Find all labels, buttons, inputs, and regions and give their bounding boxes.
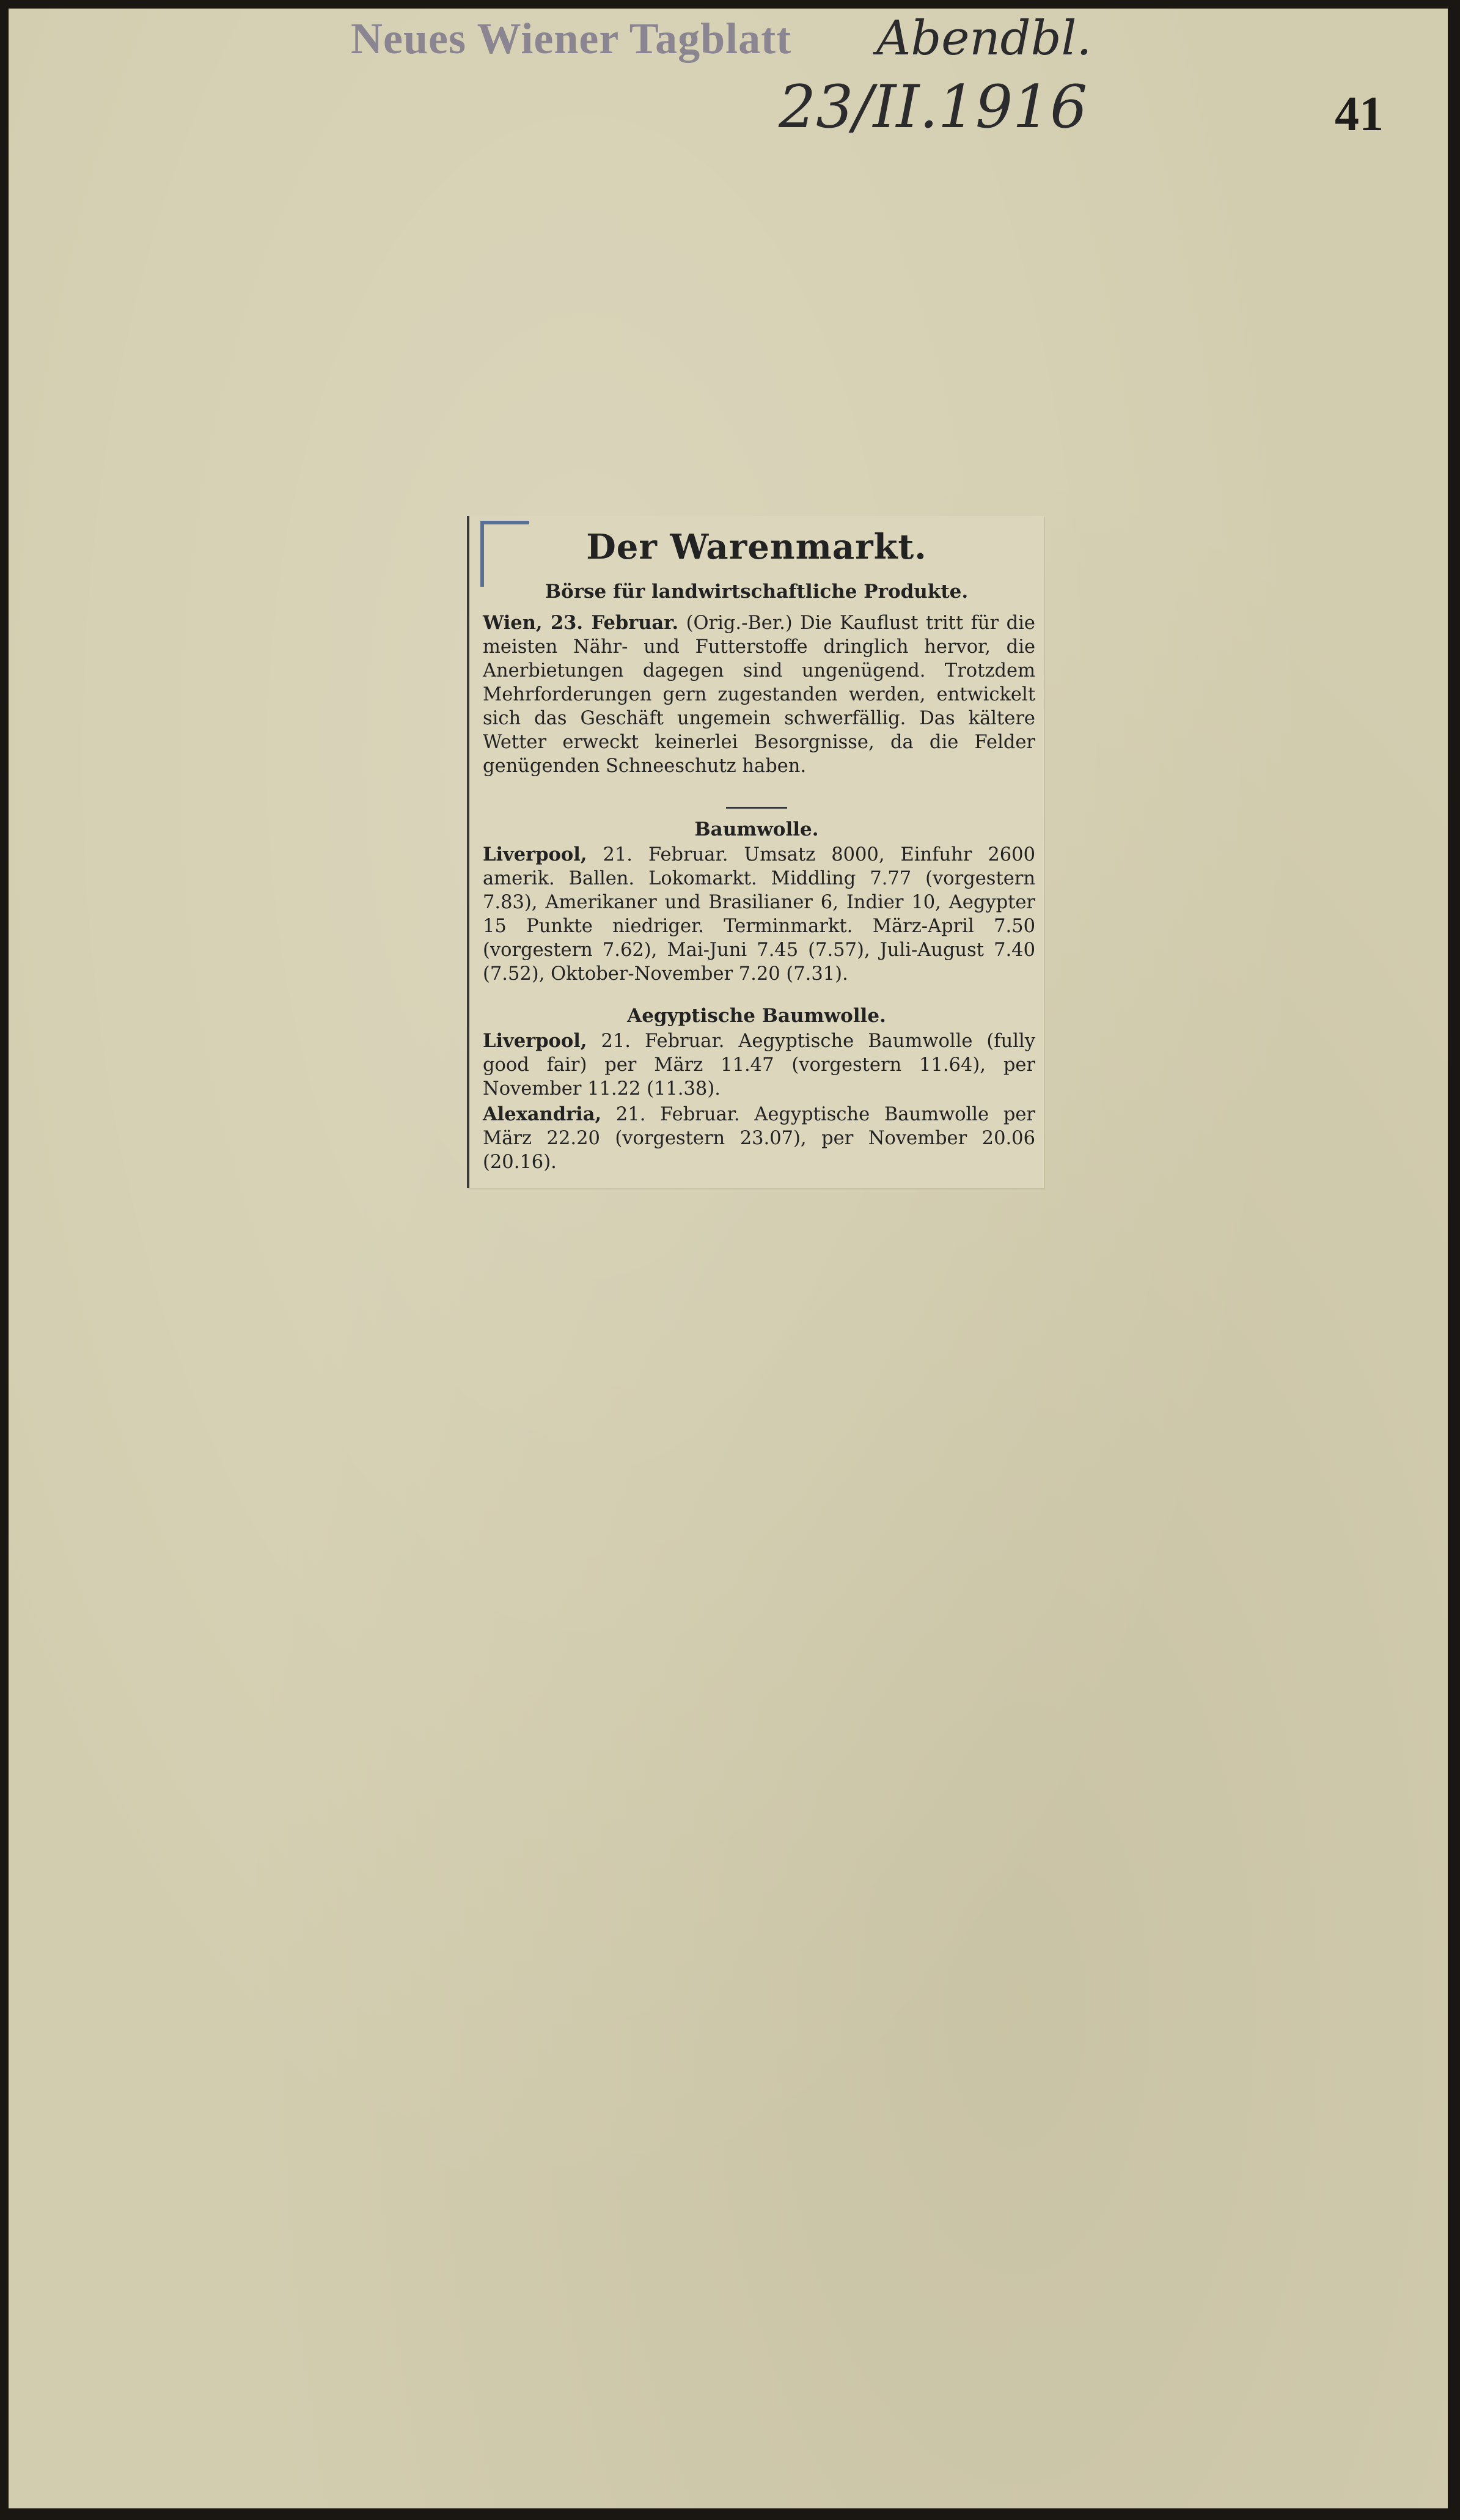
paragraph-liverpool-aegyptische	[483, 1029, 1035, 1101]
paragraph-lead: Alexandria,	[483, 1103, 602, 1125]
page-number: 41	[1335, 87, 1384, 141]
paragraph-lead: Liverpool,	[483, 843, 587, 865]
paragraph-body: 21. Februar. Aegyptische Baumwolle (fully good fair) per März 11.47 (vorgestern 11.64), per November 11.22 (11.38).	[483, 1030, 1035, 1100]
newspaper-clipping	[467, 516, 1044, 1188]
divider-rule	[726, 807, 787, 809]
paragraph-lead: Wien, 23. Februar.	[483, 612, 679, 634]
archive-sheet	[9, 9, 1448, 2508]
blue-pencil-mark-top	[480, 521, 529, 524]
section-heading-aegyptische: Aegyptische Baumwolle.	[627, 1005, 886, 1027]
paragraph-lead: Liverpool,	[483, 1030, 587, 1052]
paragraph-wien	[483, 611, 1035, 778]
paragraph-body: 21. Februar. Umsatz 8000, Einfuhr 2600 amerik. Ballen. Lokomarkt. Middling 7.77 (vorgestern 7.83), Amerikaner und Brasilianer 6, Indier 10, Aegypter 15 Punkte niedriger. Terminmarkt. März-April 7.50 (vorgestern 7.62), Mai-Juni 7.45 (7.57), Juli-August 7.40 (7.52), Oktober-November 7.20 (7.31).	[483, 844, 1035, 985]
clipping-title: Der Warenmarkt.	[586, 527, 927, 567]
section-heading-baumwolle: Baumwolle.	[694, 818, 819, 840]
paragraph-liverpool-baumwolle	[483, 843, 1035, 986]
handwritten-edition: Abendbl.	[876, 11, 1092, 66]
newspaper-stamp: Neues Wiener Tagblatt	[351, 14, 792, 63]
paragraph-alexandria	[483, 1103, 1035, 1174]
clipping-subtitle: Börse für landwirtschaftliche Produkte.	[545, 581, 969, 603]
handwritten-date: 23/II.1916	[779, 73, 1088, 141]
paragraph-body: (Orig.-Ber.) Die Kauflust tritt für die meisten Nähr- und Futterstoffe dringlich hervor, die Anerbietungen dagegen sind ungenügend. Trotzdem Mehrforderungen gern zugestanden werden, entwickelt sich das Geschäft ungemein schwerfällig. Das kältere Wetter erweckt keinerlei Besorgnisse, da die Felder genügenden Schneeschutz haben.	[483, 612, 1035, 777]
paragraph-body: 21. Februar. Aegyptische Baumwolle per März 22.20 (vorgestern 23.07), per November 20.06 (20.16).	[483, 1104, 1035, 1173]
